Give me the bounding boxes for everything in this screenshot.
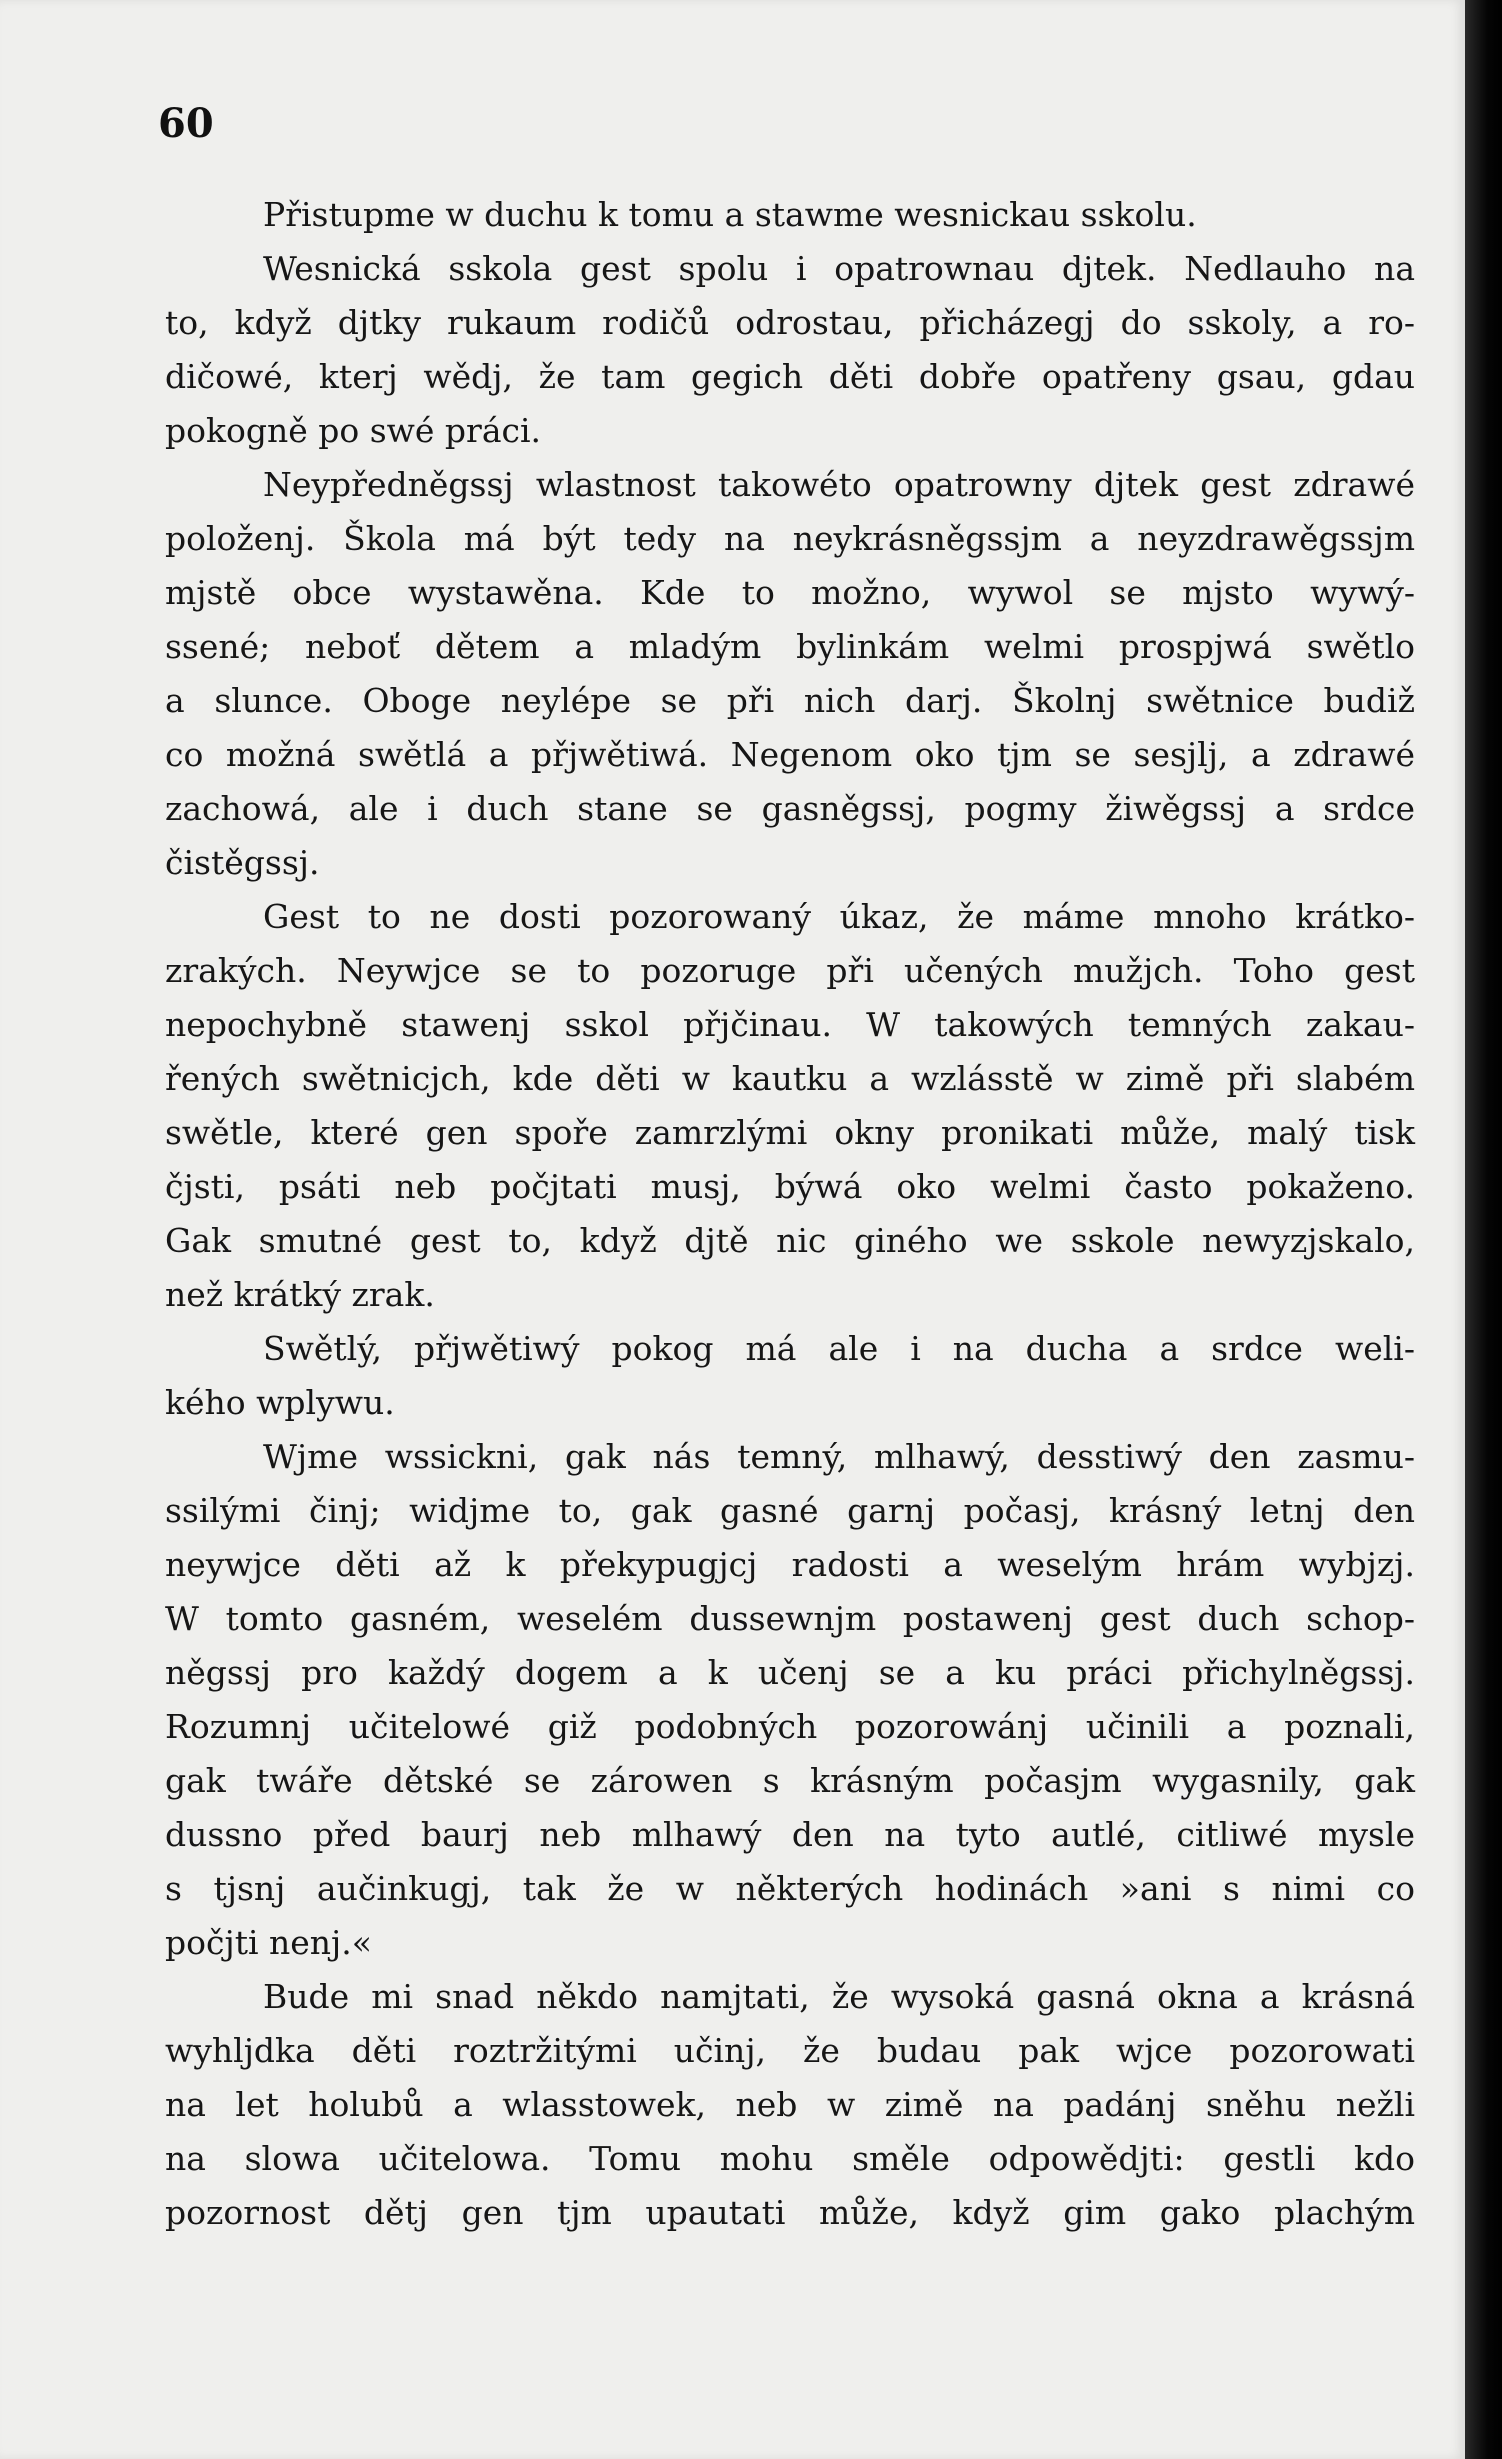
text-line: to, když djtky rukaum rodičů odrostau, přicházegj do sskoly, a ro- <box>165 303 1415 342</box>
text-line: čjsti, psáti neb počjtati musj, býwá oko welmi často pokaženo. <box>165 1167 1415 1206</box>
text-line: Rozumnj učitelowé giž podobných pozorowánj učinili a poznali, <box>165 1707 1415 1746</box>
text-line: na let holubů a wlasstowek, neb w zimě na padánj sněhu nežli <box>165 2085 1415 2124</box>
text-line: Wesnická sskola gest spolu i opatrownau djtek. Nedlauho na <box>263 249 1415 288</box>
text-line: řených swětnicjch, kde děti w kautku a wzlásstě w zimě při slabém <box>165 1059 1415 1098</box>
text-line: s tjsnj aučinkugj, tak že w některých hodinách »ani s nimi co <box>165 1869 1415 1908</box>
text-line: kého wplywu. <box>165 1383 395 1422</box>
page-text <box>165 188 1415 2240</box>
text-line: Swětlý, přjwětiwý pokog má ale i na ducha a srdce weli- <box>263 1329 1415 1368</box>
text-line: pozornost dětj gen tjm upautati může, když gim gako plachým <box>165 2193 1415 2232</box>
text-line: mjstě obce wystawěna. Kde to možno, wywol se mjsto wywý- <box>165 573 1415 612</box>
text-line: zachowá, ale i duch stane se gasněgssj, pogmy žiwěgssj a srdce <box>165 789 1415 828</box>
text-line: wyhljdka děti roztržitými učinj, že budau pak wjce pozorowati <box>165 2031 1415 2070</box>
page-edge <box>1465 0 1502 2459</box>
text-line: W tomto gasném, weselém dussewnjm postawenj gest duch schop- <box>165 1599 1415 1638</box>
text-line: gak twáře dětské se zárowen s krásným počasjm wygasnily, gak <box>165 1761 1415 1800</box>
text-line: ssené; neboť dětem a mladým bylinkám welmi prospjwá swětlo <box>165 627 1415 666</box>
text-line: položenj. Škola má být tedy na neykrásněgssjm a neyzdrawěgssjm <box>165 519 1415 558</box>
text-line: než krátký zrak. <box>165 1275 435 1314</box>
text-line: nepochybně stawenj sskol přjčinau. W takowých temných zakau- <box>165 1005 1415 1044</box>
text-line: na slowa učitelowa. Tomu mohu směle odpowědjti: gestli kdo <box>165 2139 1415 2178</box>
text-line: pokogně po swé práci. <box>165 411 542 450</box>
text-line: něgssj pro každý dogem a k učenj se a ku práci přichylněgssj. <box>165 1653 1415 1692</box>
text-line: Bude mi snad někdo namjtati, že wysoká gasná okna a krásná <box>263 1977 1415 2016</box>
text-line: počjti nenj.« <box>165 1923 372 1962</box>
text-line: Wjme wssickni, gak nás temný, mlhawý, desstiwý den zasmu- <box>263 1437 1415 1476</box>
text-line: co možná swětlá a přjwětiwá. Negenom oko tjm se sesjlj, a zdrawé <box>165 735 1415 774</box>
text-line: neywjce děti až k překypugjcj radosti a weselým hrám wybjzj. <box>165 1545 1415 1584</box>
text-line: swětle, které gen spoře zamrzlými okny pronikati může, malý tisk <box>165 1113 1415 1152</box>
text-line: Neypředněgssj wlastnost takowéto opatrowny djtek gest zdrawé <box>263 465 1415 504</box>
text-line: dussno před baurj neb mlhawý den na tyto autlé, citliwé mysle <box>165 1815 1415 1854</box>
page-number: 60 <box>158 100 214 147</box>
text-line: a slunce. Oboge neylépe se při nich darj. Školnj swětnice budiž <box>165 681 1415 720</box>
text-line: Přistupme w duchu k tomu a stawme wesnickau sskolu. <box>263 195 1197 234</box>
text-line: dičowé, kterj wědj, že tam gegich děti dobře opatřeny gsau, gdau <box>165 357 1415 396</box>
text-line: zrakých. Neywjce se to pozoruge při učených mužjch. Toho gest <box>165 951 1415 990</box>
text-line: Gest to ne dosti pozorowaný úkaz, že máme mnoho krátko- <box>263 897 1415 936</box>
text-line: Gak smutné gest to, když djtě nic giného we sskole newyzjskalo, <box>165 1221 1415 1260</box>
text-line: ssilými činj; widjme to, gak gasné garnj počasj, krásný letnj den <box>165 1491 1415 1530</box>
text-line: čistěgssj. <box>165 843 320 882</box>
